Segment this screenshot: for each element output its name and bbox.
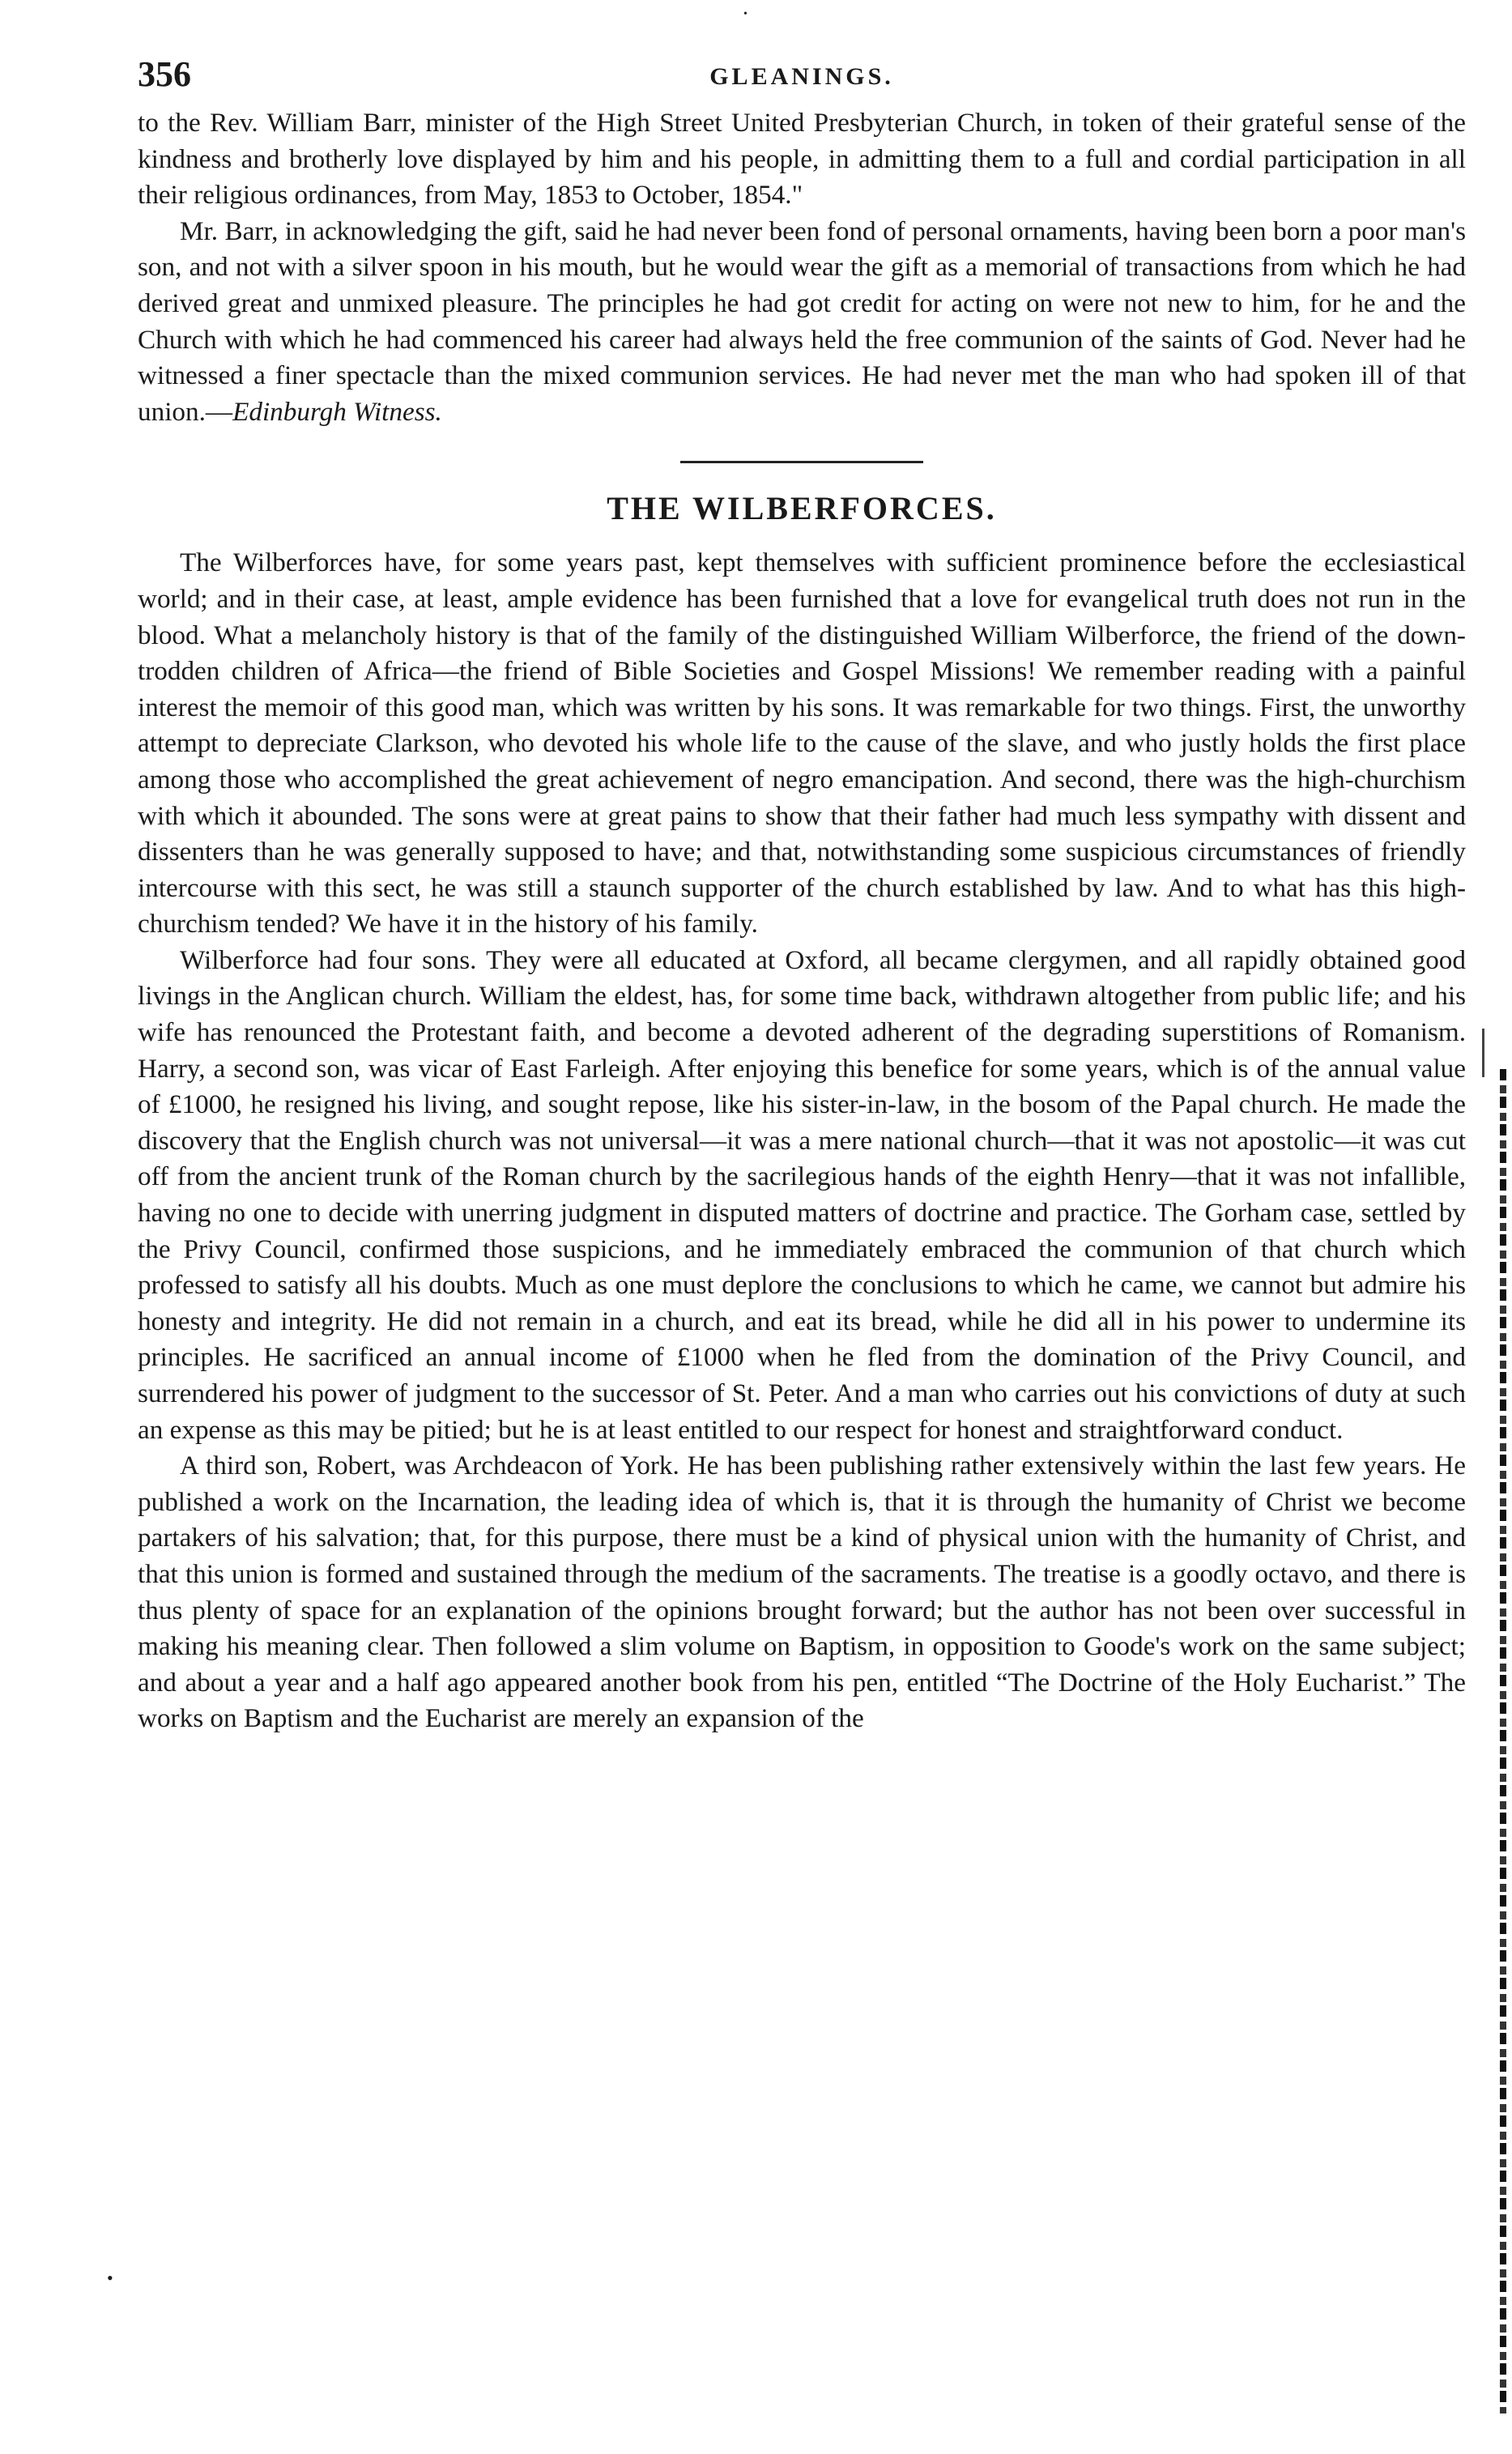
paragraph: A third son, Robert, was Archdeacon of York. He has been publishing rather extensively within the last few years. He published a work on the Incarnation, the leading idea of which is, that it is through the humanity of Christ we become partakers of his salvation; that, for this purpose, there must be a kind of physical union with the humanity of Christ, and that this union is formed and sustained through the medium of the sacraments. The treatise is a goodly octavo, and there is thus plenty of space for an explanation of the opinions brought forward; but the author has not been over successful in making his meaning clear. Then followed a slim volume on Baptism, in opposition to Goode's work on the same subject; and about a year and a half ago appeared another book from his pen, entitled “The Doctrine of the Holy Eucharist.” The works on Baptism and the Eucharist are merely an expansion of the <box>138 1451 1466 1734</box>
paragraph <box>138 214 1466 431</box>
paragraph: The Wilberforces have, for some years past, kept themselves with sufficient prominence before the ecclesiastical world; and in their case, at least, ample evidence has been furnished that a love for evangelical truth does not run in the blood. What a melancholy history is that of the family of the distinguished William Wilberforce, the friend of the down-trodden children of Africa—the friend of Bible Societies and Gospel Missions! We remember reading with a painful interest the memoir of this good man, which was written by his sons. It was remarkable for two things. First, the unworthy attempt to depreciate Clarkson, who devoted his whole life to the cause of the slave, and who justly holds the first place among those who accomplished the great achievement of negro emancipation. And second, there was the high-churchism with which it abounded. The sons were at great pains to show that their father had much less sympathy with dissent and dissenters than he was generally supposed to have; and that, notwithstanding some suspicious circumstances of friendly intercourse with this sect, he was still a staunch supporter of the church established by law. And to what has this high-churchism tended? We have it in the history of his family. <box>138 547 1466 939</box>
article-title: THE WILBERFORCES. <box>607 490 997 527</box>
book-page <box>138 49 1466 1737</box>
running-head: GLEANINGS. <box>709 63 894 90</box>
previous-article <box>138 105 1466 430</box>
page-edge-mark <box>1482 1029 1484 1077</box>
source-citation: Edinburgh Witness. <box>232 396 442 427</box>
article-body <box>138 545 1466 1737</box>
page-header <box>138 49 1466 105</box>
paragraph: to the Rev. William Barr, minister of the High Street United Presbyterian Church, in token of their grateful sense of the kindness and brotherly love displayed by him and his people, in admitting them to a full and cordial participation in all their religious ordinances, from May, 1853 to October, 1854." <box>138 108 1466 211</box>
scan-mark: • <box>107 2268 113 2288</box>
paragraph: Wilberforce had four sons. They were all educated at Oxford, all became clergymen, and all rapidly obtained good livings in the Anglican church. William the eldest, has, for some time back, withdrawn altogether from public life; and his wife has renounced the Protestant faith, and become a devoted adherent of the degrading superstitions of Romanism. Harry, a second son, was vicar of East Farleigh. After enjoying this benefice for some years, which is of the annual value of £1000, he resigned his living, and sought repose, like his sister-in-law, in the bosom of the Papal church. He made the discovery that the English church was not universal—it was a mere national church—that it was not apostolic—it was cut off from the ancient trunk of the Roman church by the sacrilegious hands of the eighth Henry—that it was not infallible, having no one to decide with unerring judgment in disputed matters of doctrine and practice. The Gorham case, settled by the Privy Council, confirmed those suspicions, and he immediately embraced the communion of that church which professed to satisfy all his doubts. Much as one must deplore the conclusions to which he came, we cannot but admire his honesty and integrity. He did not remain in a church, and eat its bread, while he did all in his power to undermine its principles. He sacrificed an annual income of £1000 when he fled from the domination of the Privy Council, and surrendered his power of judgment to the successor of St. Peter. And a man who carries out his convictions of duty at such an expense as this may be pitied; but he is at least entitled to our respect for honest and straightforward conduct. <box>138 944 1466 1445</box>
page-number: 356 <box>138 54 191 94</box>
section-divider <box>680 461 923 463</box>
paragraph-text: Mr. Barr, in acknowledging the gift, said he had never been fond of personal ornaments, having been born a poor man's son, and not with a silver spoon in his mouth, but he would wear the gift as a memorial of transactions from which he had derived great and unmixed pleasure. The principles he had got credit for acting on were not new to him, for he and the Church with which he had commenced his career had always held the free communion of the saints of God. Never had he witnessed a finer spectacle than the mixed communion services. He had never met the man who had spoken ill of that union.— <box>138 215 1466 427</box>
page-edge-shadow <box>1500 1069 1506 2414</box>
scan-mark: • <box>743 8 747 20</box>
